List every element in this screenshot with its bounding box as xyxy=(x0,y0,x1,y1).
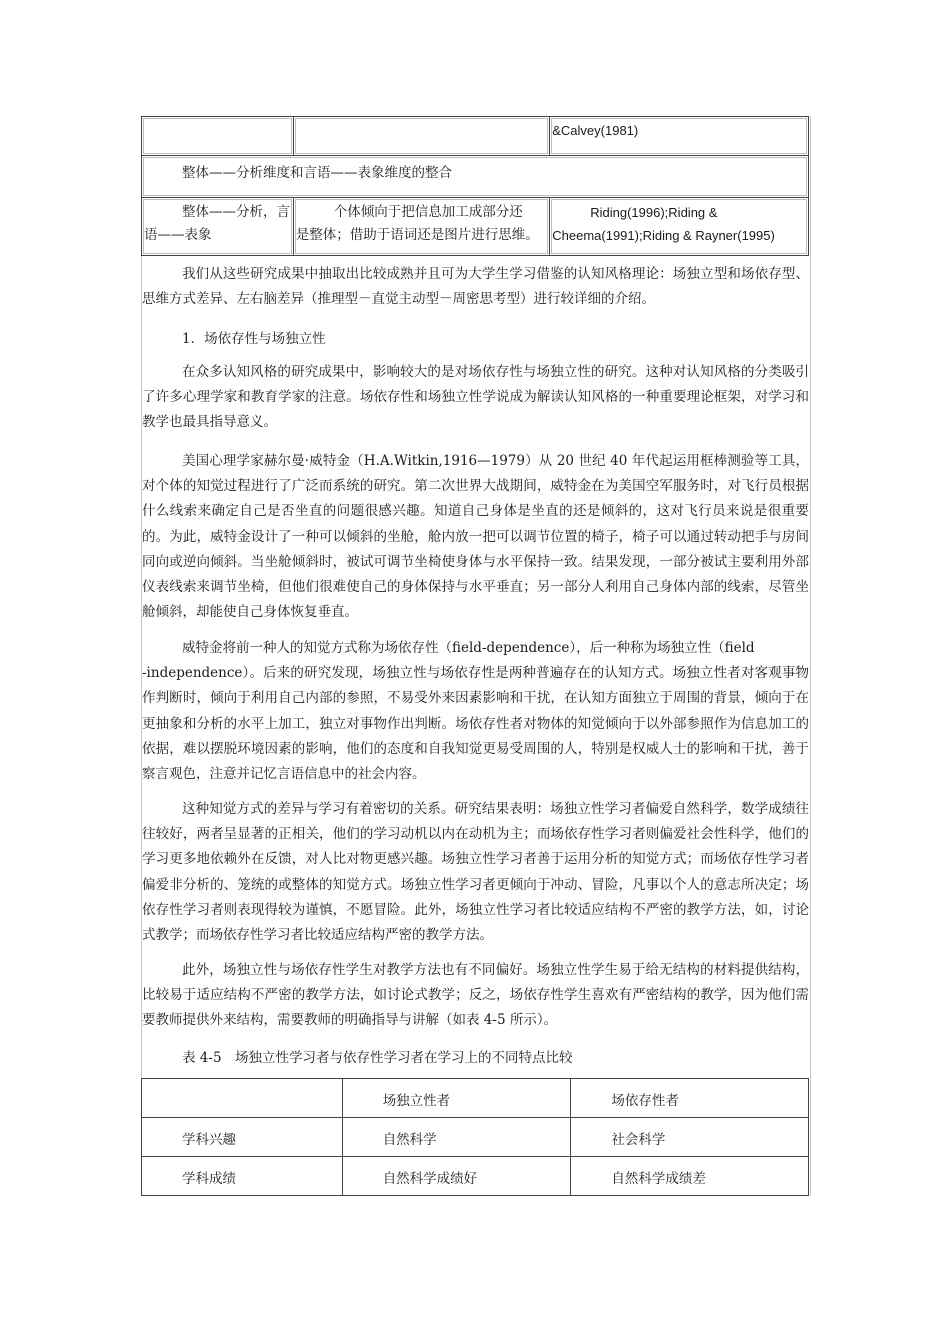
paragraph-1: 在众多认知风格的研究成果中，影响较大的是对场依存性与场独立性的研究。这种对认知风格的分类吸引了许多心理学家和教育学家的注意。场依存性和场独立性学说成为解读认知风格的一种重要理论框架，对学习和教学也最具指导意义。 xyxy=(142,364,809,431)
table-row xyxy=(142,1118,809,1157)
description-line2: 是整体；借助于语词还是图片进行思维。 xyxy=(295,227,539,243)
table-caption: 表 4-5 场独立性学习者与依存性学习者在学习上的不同特点比较 xyxy=(182,1050,573,1066)
section-heading: 1．场依存性与场独立性 xyxy=(182,331,326,347)
paragraph-3 xyxy=(142,636,809,787)
table-cell: 自然科学 xyxy=(382,1132,437,1148)
dimension-label-line2: 语——表象 xyxy=(144,227,212,243)
paragraph-2: 美国心理学家赫尔曼·威特金（H.A.Witkin,1916—1979）从 20 世纪 40 年代起运用框棒测验等工具，对个体的知觉过程进行了广泛而系统的研究。第二次世界大战期间，威特金在为美国空军服务时，对飞行员根据什么线索来确定自己是否坐直的问题很感兴趣。知道自己身体是坐直的还是倾斜的，这对飞行员来说是很重要的。为此，威特金设计了一种可以倾斜的坐舱，舱内放一把可以调节位置的椅子，椅子可以通过转动把手与房间同向或逆向倾斜。当坐舱倾斜时，被试可调节坐椅使身体与水平保持一致。结果发现，一部分被试主要利用外部仪表线索来调节坐椅，但他们很难使自己的身体保持与水平垂直；另一部分人利用自己身体内部的线索，尽管坐舱倾斜，却能使自己身体恢复垂直。 xyxy=(142,453,809,621)
paragraph-3-body: -independence）。后来的研究发现，场独立性与场依存性是两种普遍存在的认知方式。场独立性者对客观事物作判断时，倾向于利用自己内部的参照，不易受外来因素影响和干扰，在认知方面独立于周围的背景，倾向于在更抽象和分析的水平上加工，独立对事物作出判断。场依存性者对物体的知觉倾向于以外部参照作为信息加工的依据，难以摆脱环境因素的影响，他们的态度和自我知觉更易受周围的人，特别是权威人士的影响和干扰，善于察言观色，注意并记忆言语信息中的社会内容。 xyxy=(142,665,809,783)
reference-line2: Cheema(1991);Riding & Rayner(1995) xyxy=(552,228,775,243)
table-row xyxy=(142,117,809,156)
dimension-label-line1: 整体——分析，言 xyxy=(182,204,290,220)
paragraph-4: 这种知觉方式的差异与学习有着密切的关系。研究结果表明：场独立性学习者偏爱自然科学，数学成绩往往较好，两者呈显著的正相关，他们的学习动机以内在动机为主；而场依存性学习者则偏爱社会性科学，他们的学习更多地依赖外在反馈，对人比对物更感兴趣。场独立性学习者善于运用分析的知觉方式；而场依存性学习者偏爱非分析的、笼统的或整体的知觉方式。场独立性学习者更倾向于冲动、冒险，凡事以个人的意志所决定；场依存性学习者则表现得较为谨慎，不愿冒险。此外，场独立性学习者比较适应结构不严密的教学方法，如，讨论式教学；而场依存性学习者比较适应结构严密的教学方法。 xyxy=(142,801,809,944)
table-header-row xyxy=(142,1079,809,1118)
table-cell: 自然科学成绩差 xyxy=(611,1171,706,1187)
paragraph-5: 此外，场独立性与场依存性学生对教学方法也有不同偏好。场独立性学生易于给无结构的材料提供结构，比较易于适应结构不严密的教学方法，如讨论式教学；反之，场依存性学生喜欢有严密结构的教学，因为他们需要教师提供外来结构，需要教师的明确指导与讲解（如表 4-5 所示）。 xyxy=(142,962,809,1029)
table-spanning-cell: 整体——分析维度和言语——表象维度的整合 xyxy=(143,157,807,196)
table-row xyxy=(142,1157,809,1196)
header-cell: 场依存性者 xyxy=(611,1093,679,1109)
description-line1: 个体倾向于把信息加工成部分还 xyxy=(333,204,523,220)
table-cell: 学科兴趣 xyxy=(182,1132,236,1148)
table-cell: 社会科学 xyxy=(611,1132,666,1148)
comparison-table xyxy=(141,1078,809,1196)
table-cell: 自然科学成绩好 xyxy=(382,1171,478,1187)
intro-paragraph: 我们从这些研究成果中抽取出比较成熟并且可为大学生学习借鉴的认知风格理论：场独立型和场依存型、思维方式差异、左右脑差异（推理型－直觉主动型－周密思考型）进行较详细的介绍。 xyxy=(142,266,809,308)
table-row xyxy=(142,198,809,256)
citation-text: &Calvey(1981) xyxy=(552,123,639,138)
table-row xyxy=(142,156,809,198)
header-cell: 场独立性者 xyxy=(382,1093,451,1109)
paragraph-3-first-line: 威特金将前一种人的知觉方式称为场依存性（field-dependence），后一种称为场独立性（field xyxy=(182,640,755,656)
reference-line1: Riding(1996);Riding & xyxy=(590,205,718,220)
table-cell: 学科成绩 xyxy=(182,1171,236,1187)
cognitive-style-table xyxy=(141,116,809,256)
